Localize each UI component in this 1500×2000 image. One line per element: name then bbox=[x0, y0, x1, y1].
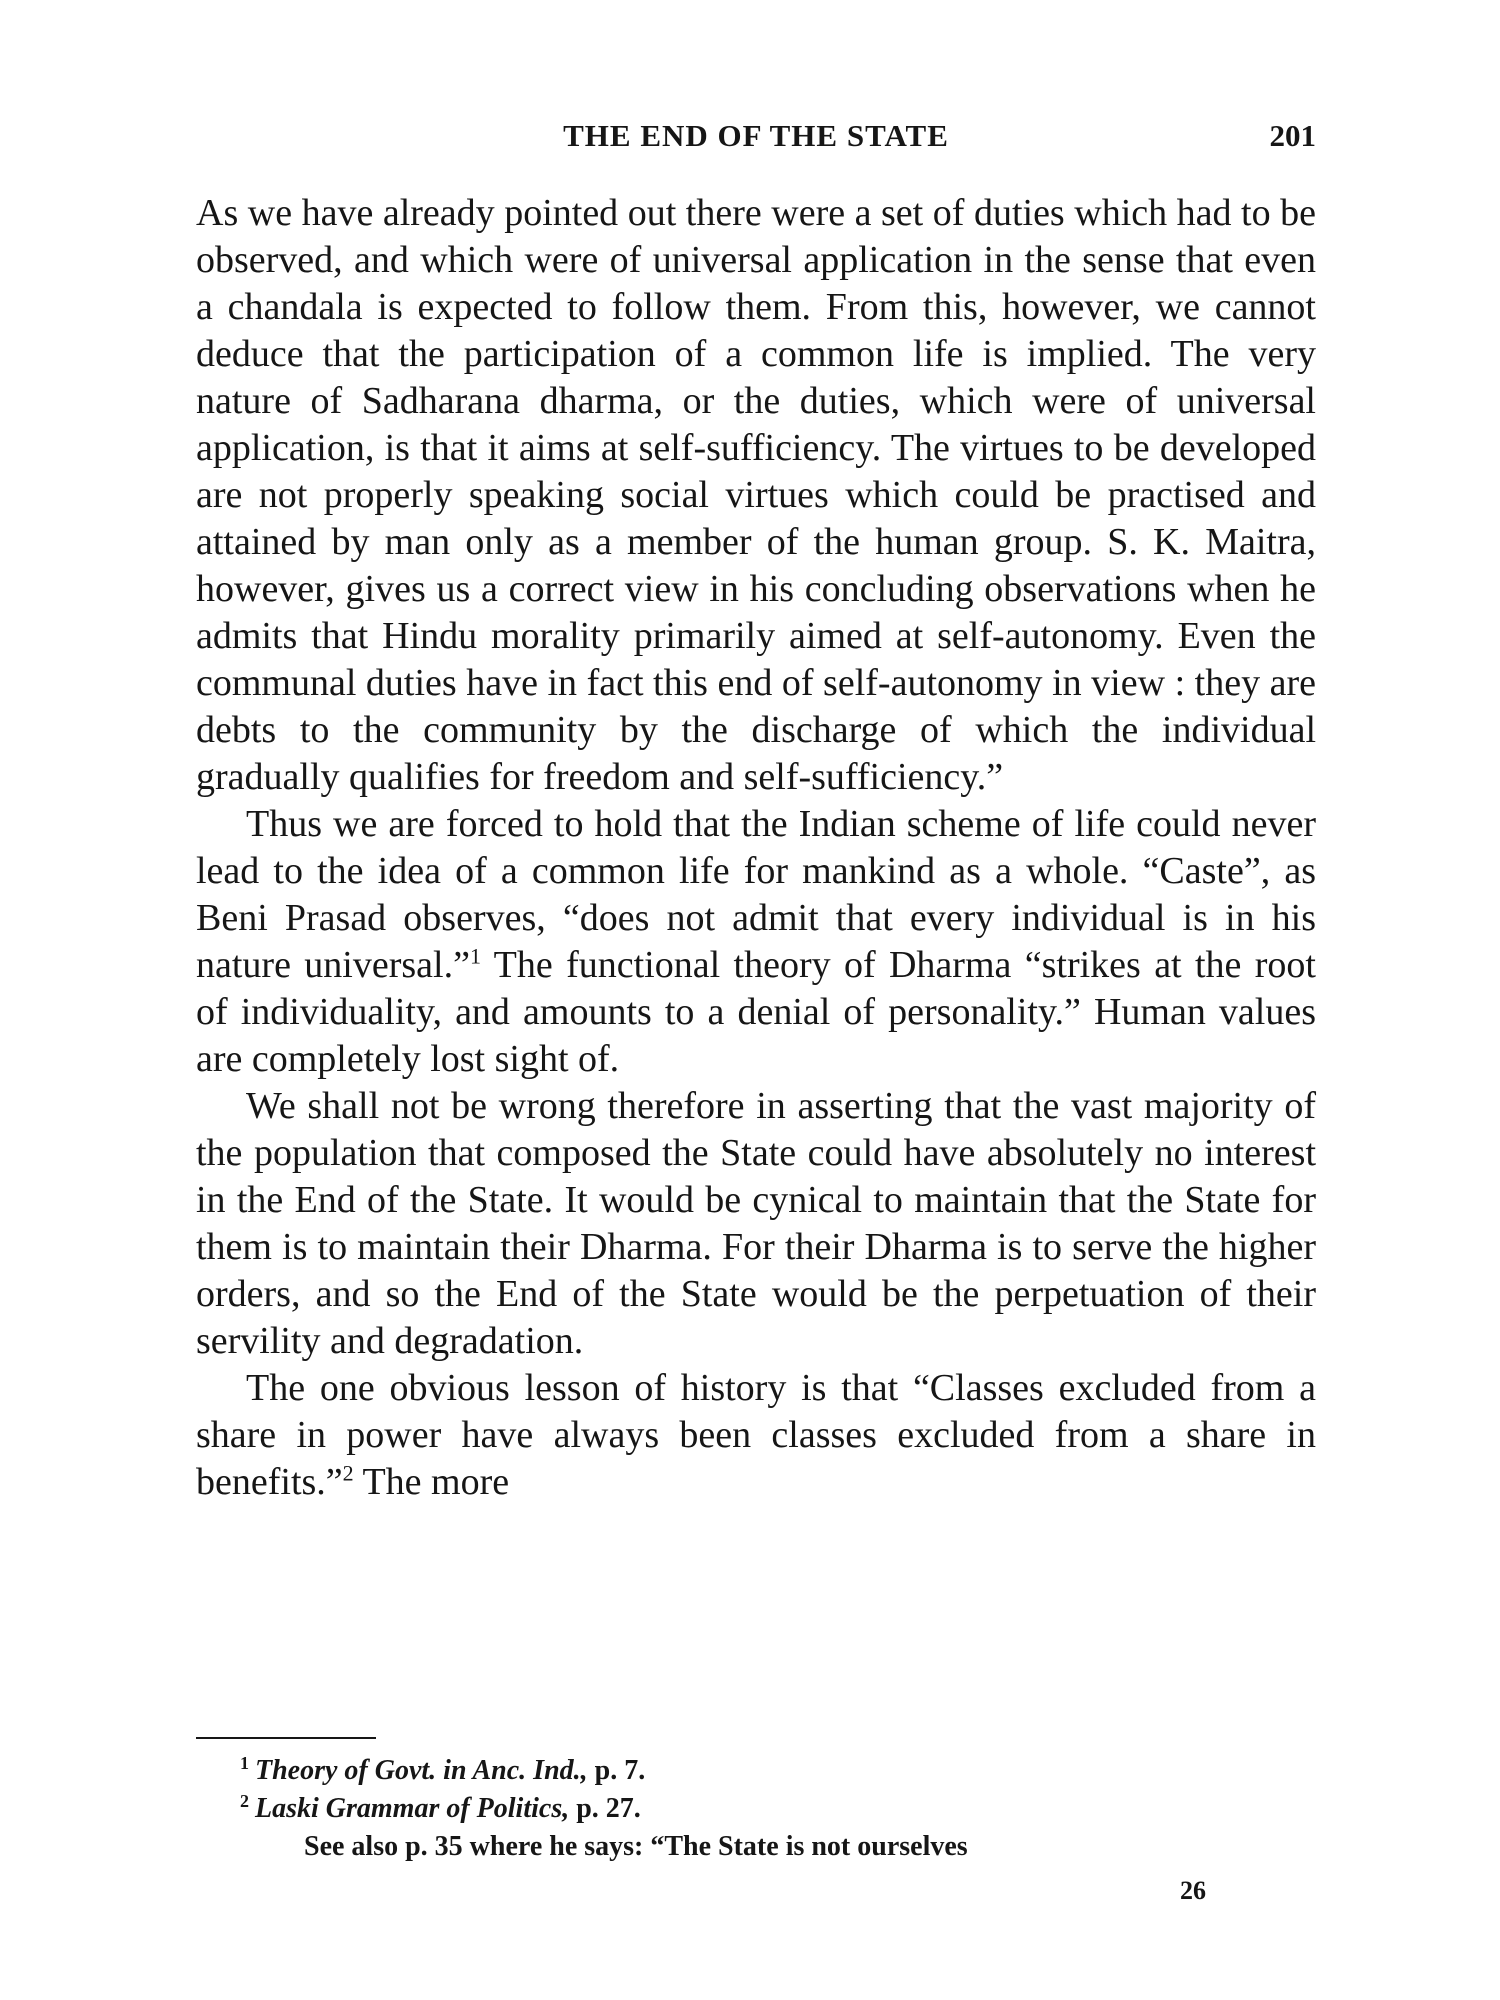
paragraph-3: We shall not be wrong therefore in asserting that the vast majority of the population that composed the State could have absolutely no interest in the End of the State. It would be cynical to maintain that the State for them is to maintain their Dharma. For their Dharma is to serve the higher orders, and so the End of the State would be the perpetuation of their servility and degradation. bbox=[196, 1085, 1316, 1362]
footnote-1-title: Theory of Govt. in Anc. Ind., bbox=[255, 1755, 588, 1786]
footnote-1-page: p. 7. bbox=[587, 1755, 646, 1786]
footnote-rule bbox=[196, 1737, 376, 1739]
footnote-2-title: Laski Grammar of Politics, bbox=[255, 1793, 570, 1824]
footnote-2-page: p. 27. bbox=[569, 1793, 641, 1824]
footnote-continuation: See also p. 35 where he says: “The State is not ourselves bbox=[304, 1831, 968, 1862]
paragraph-4-text-a: The one obvious lesson of history is that “Classes excluded from a share in power have always been classes excluded from a share in benefits.” bbox=[196, 1367, 1316, 1503]
paragraph-2 bbox=[196, 801, 1316, 1083]
footnote-ref-1: 1 bbox=[469, 943, 481, 969]
footnote-ref-2: 2 bbox=[342, 1460, 354, 1486]
footnote-2-number: 2 bbox=[240, 1790, 249, 1811]
paragraph-2-text-b: The functional theory of Dharma “strikes at the root of individuality, and amounts to a denial of personality.” Human values are completely lost sight of. bbox=[196, 944, 1316, 1080]
running-head bbox=[196, 118, 1316, 158]
footnotes bbox=[196, 1752, 1316, 1866]
paragraph-4-text-b: The more bbox=[353, 1461, 510, 1503]
footnote-2 bbox=[196, 1790, 1316, 1828]
signature-mark: 26 bbox=[1180, 1876, 1206, 1905]
page-number: 201 bbox=[1269, 118, 1316, 153]
paragraph-1: As we have already pointed out there were a set of duties which had to be observed, and which were of universal application in the sense that even a chandala is expected to follow them. From this, however, we cannot deduce that the participation of a common life is implied. The very nature of Sadharana dharma, or the duties, which were of universal application, is that it aims at self-sufficiency. The virtues to be developed are not properly speaking social virtues which could be practised and attained by man only as a member of the human group. S. K. Maitra, however, gives us a correct view in his concluding observations when he admits that Hindu morality primarily aimed at self-autonomy. Even the communal duties have in fact this end of self-autonomy in view : they are debts to the community by the discharge of which the individual gradually qualifies for freedom and self-sufficiency.” bbox=[196, 192, 1316, 798]
body-text bbox=[196, 190, 1316, 1506]
paragraph-2-text-a: Thus we are forced to hold that the Indian scheme of life could never lead to the idea of a common life for mankind as a whole. “Caste”, as Beni Prasad observes, “does not admit that every individual is in his nature universal.” bbox=[196, 803, 1316, 986]
footnote-1 bbox=[196, 1752, 1316, 1790]
footnote-1-number: 1 bbox=[240, 1752, 249, 1773]
paragraph-4 bbox=[196, 1365, 1316, 1506]
running-head-title: THE END OF THE STATE bbox=[563, 118, 949, 153]
